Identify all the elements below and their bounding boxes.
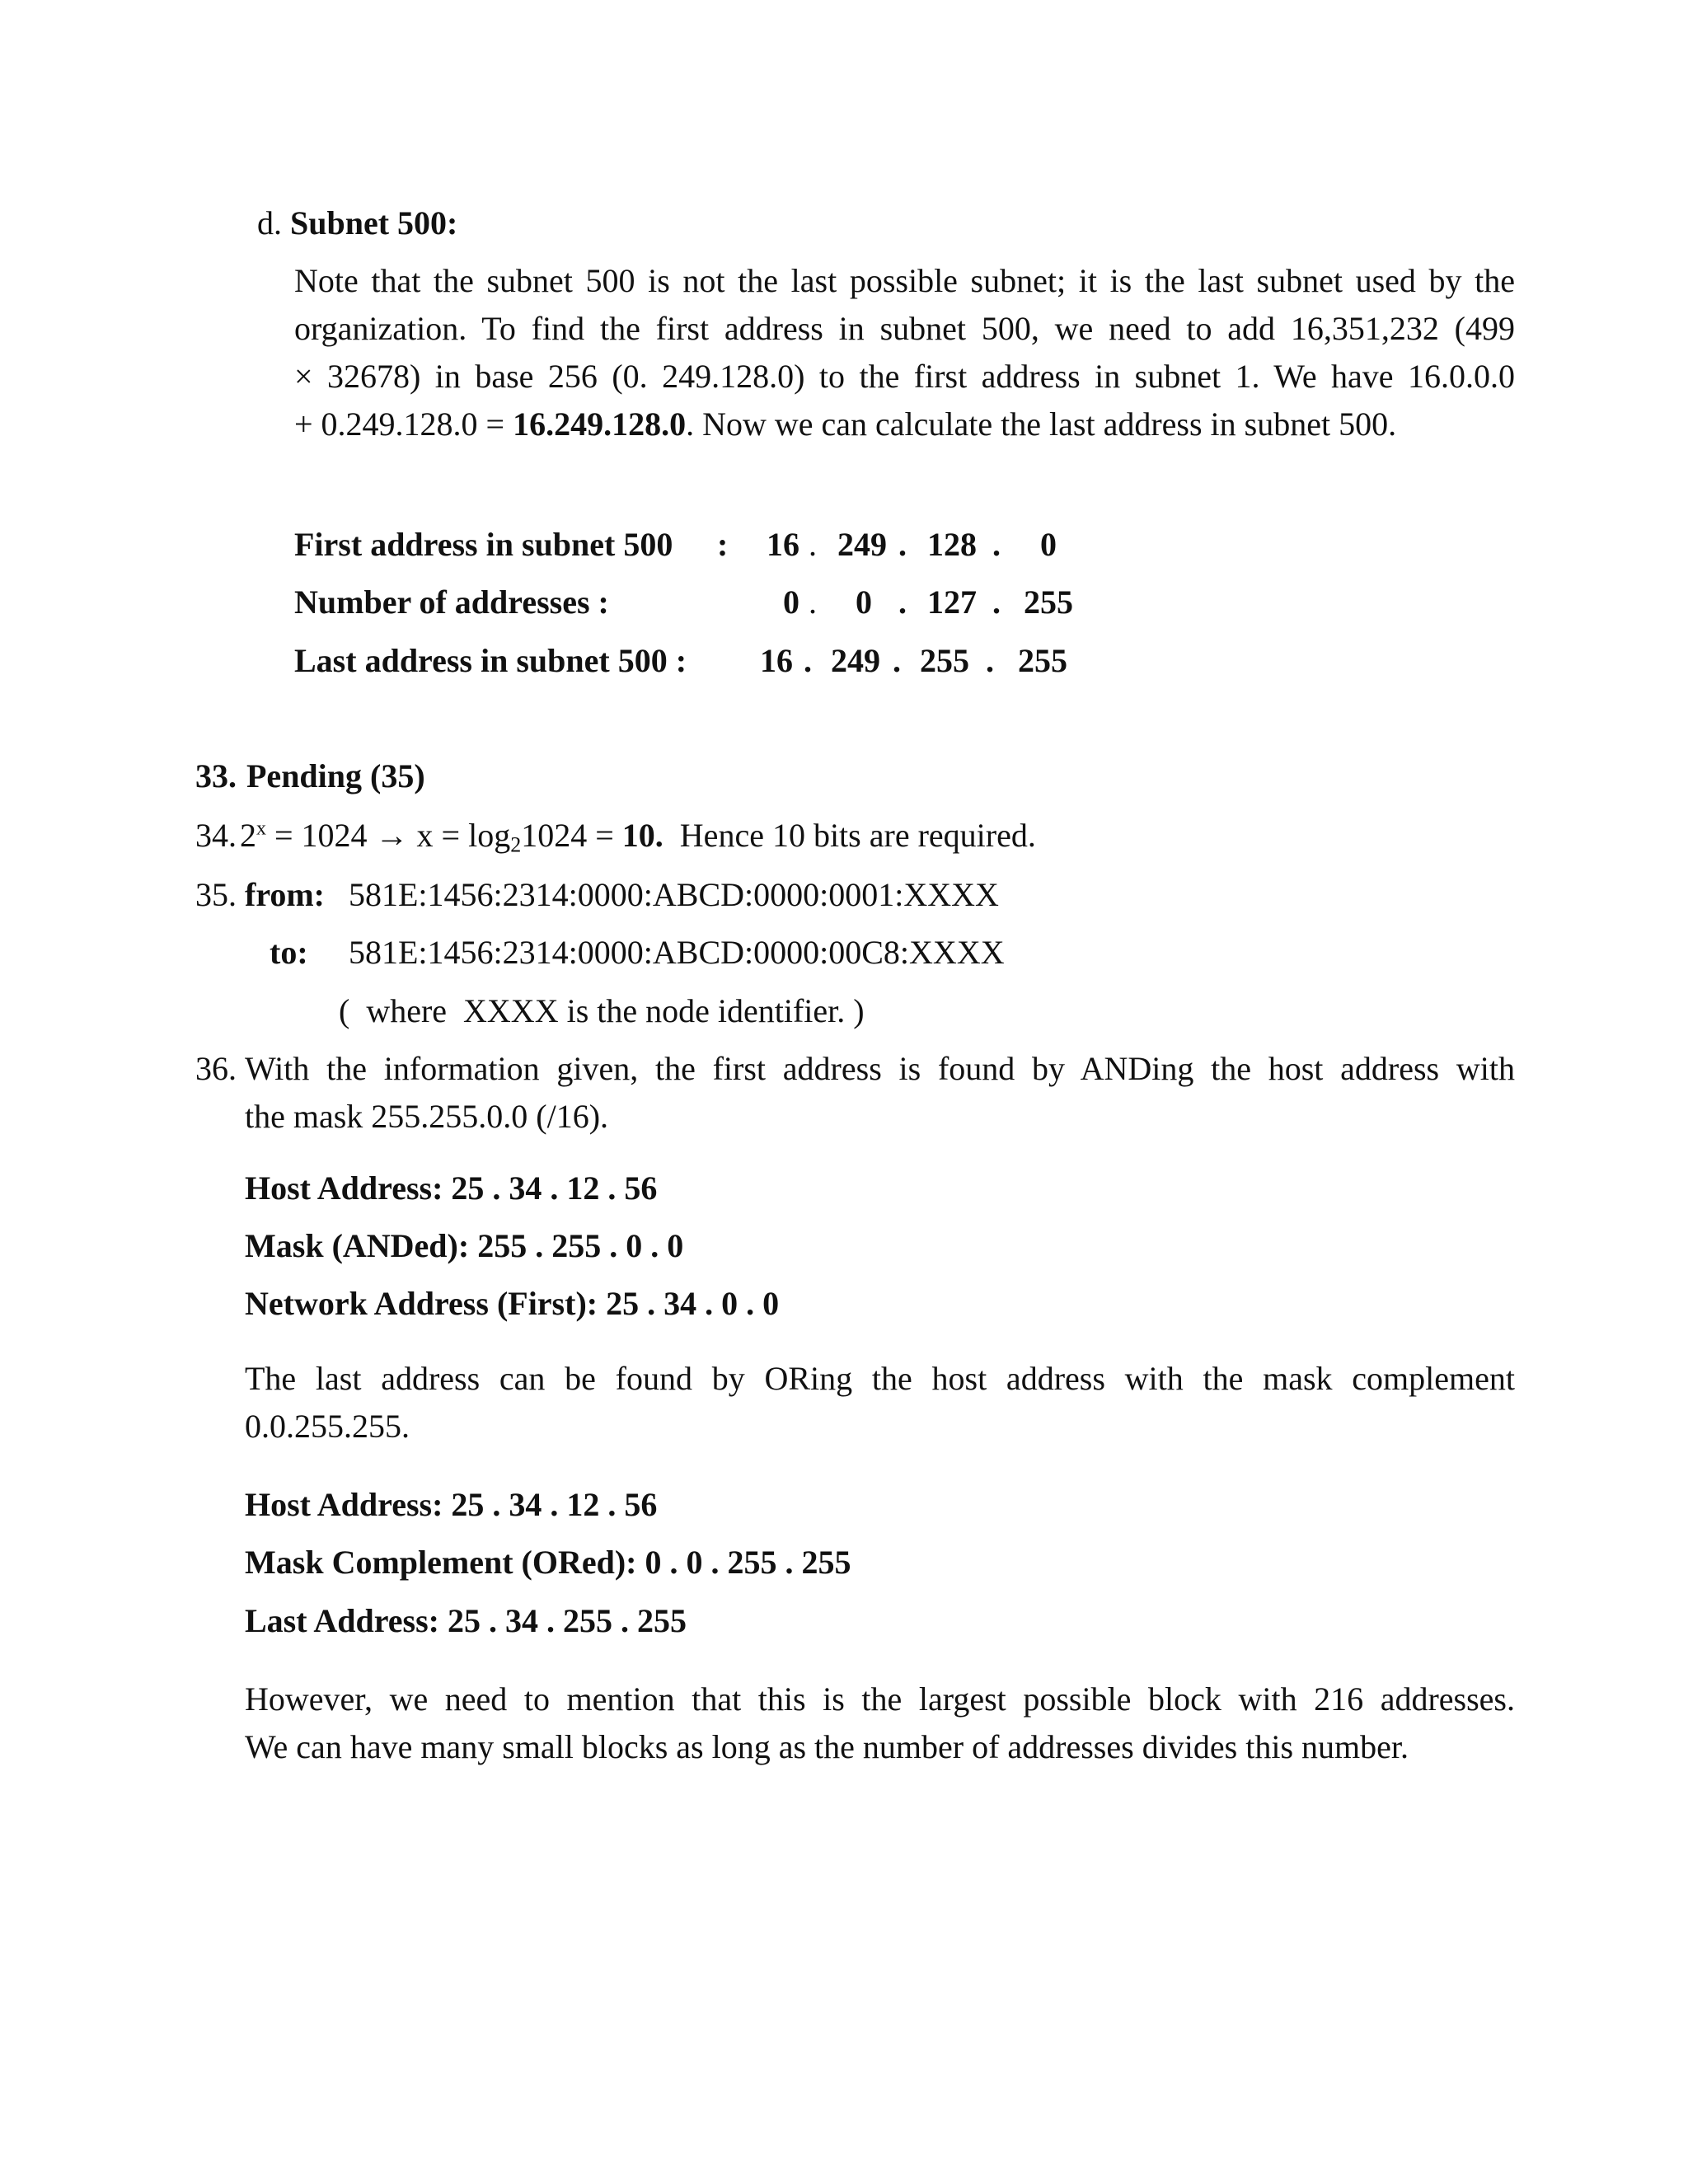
question-number: 34. <box>195 817 237 854</box>
first-address-result: 16.249.128.0 <box>513 405 687 443</box>
octet: 127 <box>927 583 977 621</box>
octet-dot: . <box>893 642 901 679</box>
table-row-label: Last address in subnet 500 : <box>294 642 687 679</box>
octet: 0 <box>783 583 799 621</box>
octet: 0 <box>856 583 872 621</box>
octet: 255 <box>1024 583 1073 621</box>
to-address: 581E:1456:2314:0000:ABCD:0000:00C8:XXXX <box>349 934 1005 971</box>
subnet-d-marker: d. <box>257 204 282 241</box>
octet-dot: . <box>804 642 812 679</box>
octet: 255 <box>920 642 969 679</box>
octet-dot: . <box>986 642 994 679</box>
octet: 0 <box>1040 526 1057 563</box>
question-number: 35. <box>195 876 237 913</box>
calc-row: Mask (ANDed): 255 . 255 . 0 . 0 <box>245 1227 684 1264</box>
subnet-d-paragraph <box>294 257 1515 448</box>
paragraph-line: × 32678) in base 256 (0. 249.128.0) to the first address in subnet 1. We have 16.0.0.0 <box>294 358 1515 395</box>
octet-dot: . <box>809 583 817 621</box>
node-identifier-note: ( where XXXX is the node identifier. ) <box>339 992 865 1029</box>
octet-dot: . <box>898 583 907 621</box>
paragraph-line: Note that the subnet 500 is not the last possible subnet; it is the last subnet used by the <box>294 262 1515 299</box>
question-33 <box>195 752 425 800</box>
octet: 249 <box>831 642 880 679</box>
question-34: 34. $2^x = 1024 \to x = \log_21024 = 10$. Hence 10 bits are required. <box>195 817 1036 857</box>
question-33-text: Pending (35) <box>246 757 425 794</box>
from-address: 581E:1456:2314:0000:ABCD:0000:0001:XXXX <box>349 876 999 913</box>
answer-value: 10. <box>621 817 663 854</box>
question-number: 33. <box>195 757 237 794</box>
log-base: 2 <box>510 832 522 857</box>
equation-base: 2 <box>240 817 256 854</box>
calc-row: Host Address: 25 . 34 . 12 . 56 <box>245 1169 658 1207</box>
calc-row: Last Address: 25 . 34 . 255 . 255 <box>245 1602 687 1639</box>
octet: 128 <box>927 526 977 563</box>
calc-row: Network Address (First): 25 . 34 . 0 . 0 <box>245 1285 780 1322</box>
octet: 16 <box>760 642 793 679</box>
table-row-label: First address in subnet 500 <box>294 526 673 563</box>
octet-dot: . <box>992 583 1001 621</box>
table-row-colon: : <box>717 526 729 563</box>
octet-dot: . <box>992 526 1001 563</box>
question-36 <box>195 1045 237 1093</box>
octet: 249 <box>837 526 887 563</box>
question-36-intro: With the information given, the first address is found by ANDing the host address with the mask 255.255.0.0 (/16). <box>245 1050 1515 1135</box>
equation-exponent: x <box>256 818 266 840</box>
question-36-middle: The last address can be found by ORing the host address with the mask complement 0.0.255.255. <box>245 1360 1515 1445</box>
question-36-conclusion: However, we need to mention that this is the largest possible block with 216 addresses. We can have many small blocks as long as the number of addresses divides this number. <box>245 1680 1515 1765</box>
octet-dot: . <box>898 526 907 563</box>
question-35 <box>195 871 325 919</box>
octet: 16 <box>767 526 799 563</box>
from-label: from: <box>245 876 325 913</box>
question-number: 36. <box>195 1050 237 1087</box>
table-row-label: Number of addresses : <box>294 583 609 621</box>
subnet-d-heading <box>257 199 457 247</box>
to-label: to: <box>270 934 308 971</box>
octet-dot: . <box>809 526 817 563</box>
calc-row: Host Address: 25 . 34 . 12 . 56 <box>245 1486 658 1523</box>
subnet-d-title: Subnet 500: <box>290 204 458 241</box>
octet: 255 <box>1018 642 1067 679</box>
calc-row: Mask Complement (ORed): 0 . 0 . 255 . 255 <box>245 1544 851 1581</box>
paragraph-line: organization. To find the first address in subnet 500, we need to add 16,351,232 (499 <box>294 310 1515 347</box>
paragraph-line: + 0.249.128.0 = 16.249.128.0. Now we can calculate the last address in subnet 500. <box>294 405 1397 443</box>
